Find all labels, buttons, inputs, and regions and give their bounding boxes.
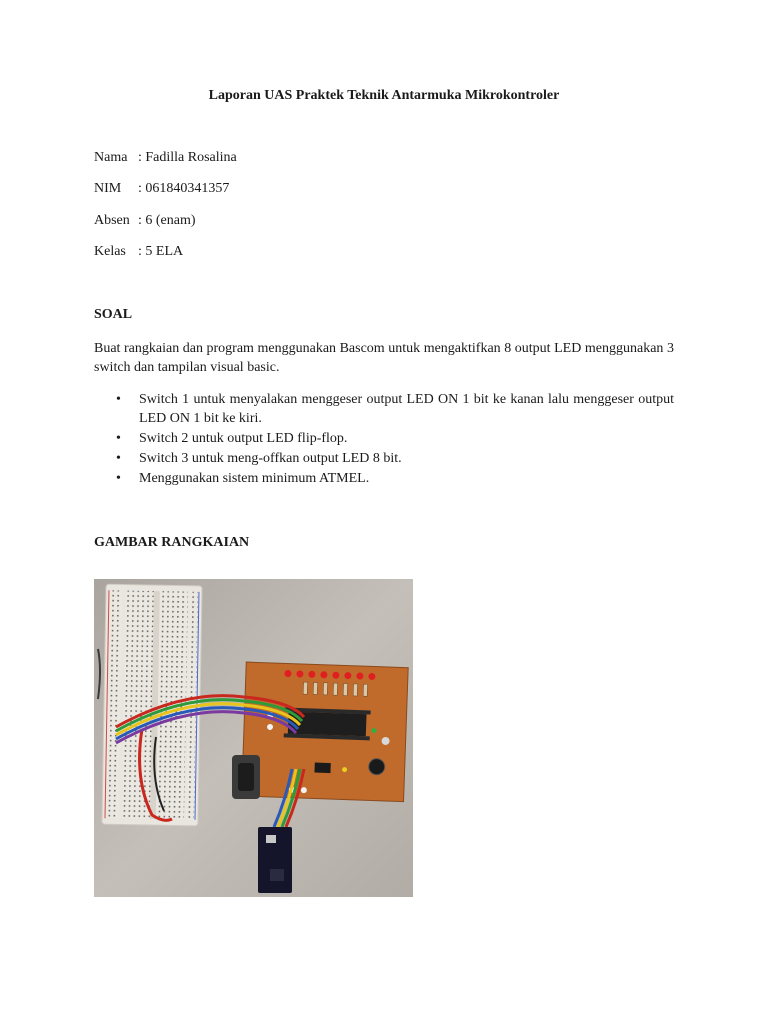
- gambar-heading: GAMBAR RANGKAIAN: [94, 535, 250, 550]
- field-nim: [94, 181, 229, 197]
- field-value: : 5 ELA: [138, 244, 184, 259]
- field-label: Kelas: [94, 244, 126, 259]
- field-label: Absen: [94, 213, 130, 228]
- circuit-photo-image: [94, 579, 413, 897]
- bullet-icon: •: [116, 431, 121, 446]
- requirements-list: [94, 390, 674, 489]
- list-item-text: Switch 2 untuk output LED flip-flop.: [139, 431, 348, 446]
- list-item-text: Switch 3 untuk meng-offkan output LED 8 bit.: [139, 451, 402, 466]
- soal-heading: SOAL: [94, 307, 133, 322]
- list-item-text: Switch 1 untuk menyalakan menggeser output LED ON 1 bit ke kanan lalu menggeser output LED ON 1 bit ke kiri.: [139, 392, 674, 426]
- soal-paragraph: Buat rangkaian dan program menggunakan Bascom untuk mengaktifkan 8 output LED menggunakan 3 switch dan tampilan visual basic.: [94, 341, 674, 375]
- breadboard: [102, 584, 202, 826]
- field-value: : 061840341357: [138, 181, 230, 196]
- bullet-icon: •: [116, 471, 121, 486]
- bullet-icon: •: [116, 392, 121, 407]
- list-item: [94, 390, 674, 428]
- usb-adapter: [258, 827, 292, 893]
- field-value: : Fadilla Rosalina: [138, 150, 237, 165]
- circuit-photo: [94, 579, 413, 897]
- field-label: NIM: [94, 181, 122, 196]
- field-kelas: [94, 244, 183, 260]
- field-label: Nama: [94, 150, 128, 165]
- field-value: : 6 (enam): [138, 213, 196, 228]
- list-item: [94, 449, 674, 468]
- list-item: [94, 469, 674, 488]
- field-nama: [94, 150, 237, 166]
- bullet-icon: •: [116, 451, 121, 466]
- field-absen: [94, 213, 196, 229]
- list-item: [94, 429, 674, 448]
- document-title: Laporan UAS Praktek Teknik Antarmuka Mikrokontroler: [208, 88, 560, 103]
- serial-connector: [232, 755, 260, 799]
- pcb-board: [242, 662, 409, 802]
- capacitor: [368, 758, 385, 775]
- list-item-text: Menggunakan sistem minimum ATMEL.: [139, 471, 370, 486]
